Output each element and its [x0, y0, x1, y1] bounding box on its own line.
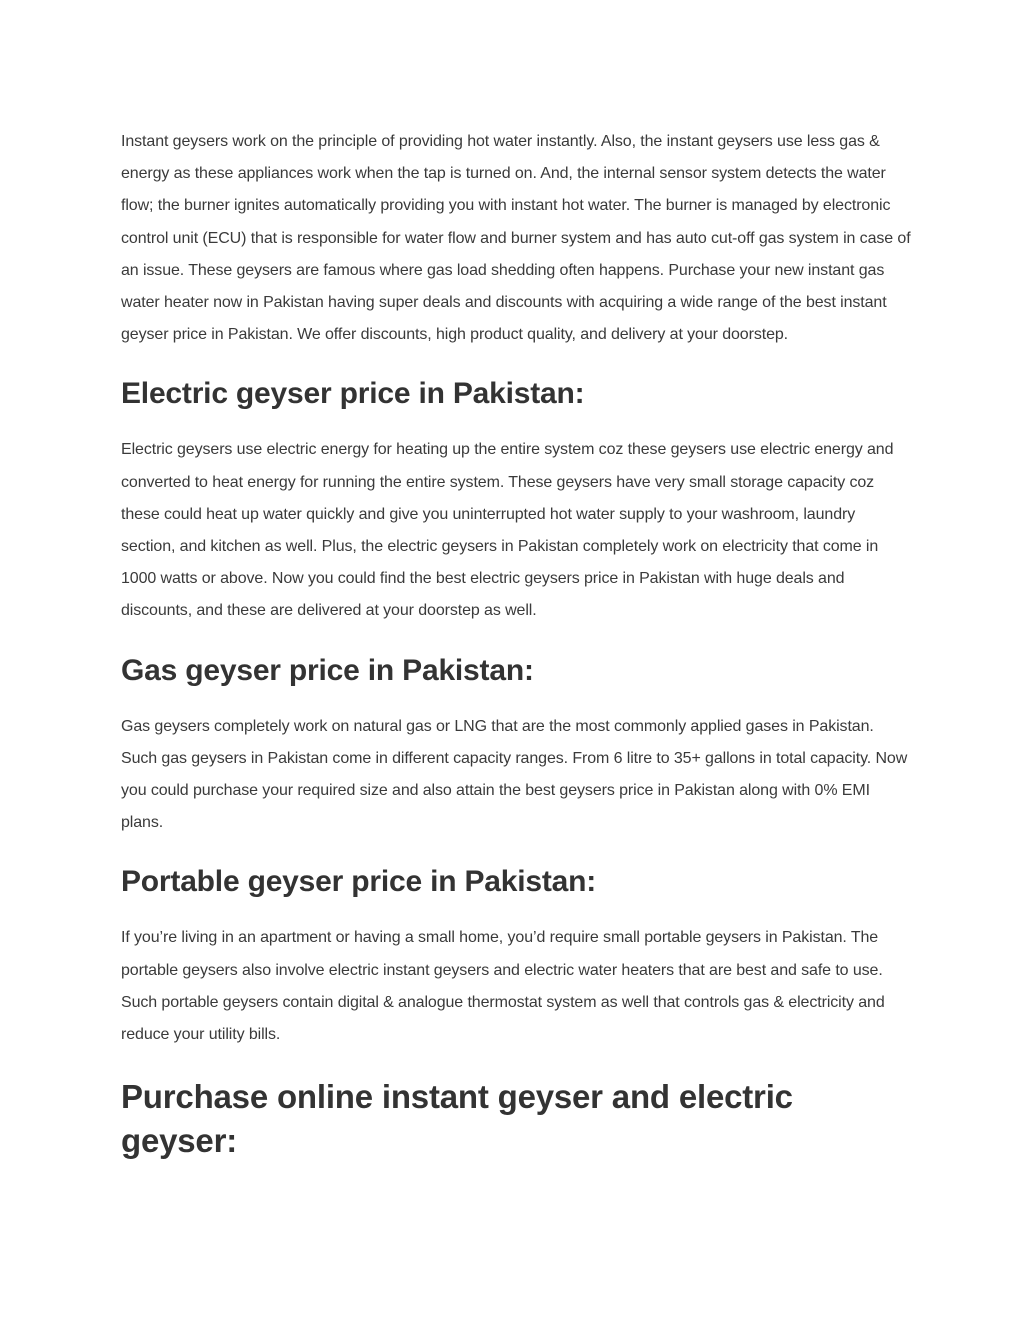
portable-geyser-heading: Portable geyser price in Pakistan:	[121, 865, 597, 899]
electric-geyser-paragraph: Electric geysers use electric energy for heating up the entire system coz these geysers use electric energy and converted to heat energy for running the entire system. These geysers have very small storage capacity coz these could heat up water quickly and give you uninterrupted hot water supply to your washroom, laundry section, and kitchen as well. Plus, the electric geysers in Pakistan completely work on electricity that come in 1000 watts or above. Now you could find the best electric geysers price in Pakistan with huge deals and discounts, and these are delivered at your doorstep as well.	[121, 441, 894, 620]
purchase-online-heading: Purchase online instant geyser and electric geyser:	[121, 1078, 793, 1160]
document-page	[121, 126, 911, 1163]
electric-geyser-heading: Electric geyser price in Pakistan:	[121, 377, 585, 411]
gas-geyser-heading: Gas geyser price in Pakistan:	[121, 653, 534, 687]
intro-paragraph: Instant geysers work on the principle of providing hot water instantly. Also, the instant geysers use less gas & energy as these appliances work when the tap is turned on. And, the internal sensor system detects the water flow; the burner ignites automatically providing you with instant hot water. The burner is managed by electronic control unit (ECU) that is responsible for water flow and burner system and has auto cut-off gas system in case of an issue. These geysers are famous where gas load shedding often happens. Purchase your new instant gas water heater now in Pakistan having super deals and discounts with acquiring a wide range of the best instant geyser price in Pakistan. We offer discounts, high product quality, and delivery at your doorstep.	[121, 133, 911, 344]
portable-geyser-paragraph: If you’re living in an apartment or having a small home, you’d require small portable geysers in Pakistan. The portable geysers also involve electric instant geysers and electric water heaters that are best and safe to use. Such portable geysers contain digital & analogue thermostat system as well that controls gas & electricity and reduce your utility bills.	[121, 929, 885, 1044]
gas-geyser-paragraph: Gas geysers completely work on natural gas or LNG that are the most commonly applied gases in Pakistan. Such gas geysers in Pakistan come in different capacity ranges. From 6 litre to 35+ gallons in total capacity. Now you could purchase your required size and also attain the best geysers price in Pakistan along with 0% EMI plans.	[121, 717, 908, 832]
